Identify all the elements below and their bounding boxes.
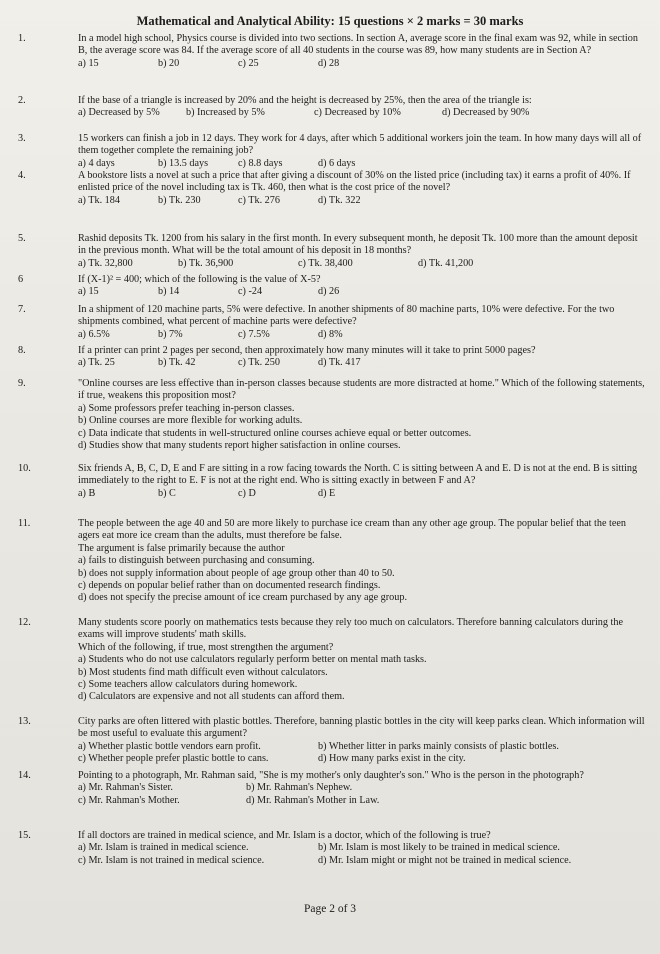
option-b: b) Tk. 36,900 — [178, 257, 234, 269]
question-number: 11. — [18, 518, 31, 529]
question-text: The people between the age 40 and 50 are more likely to purchase ice cream than any other age group. The popular belief that the teen agers eat more ice cream than the adults, must therefore be false. — [78, 518, 627, 542]
option-d: d) 8% — [318, 328, 343, 340]
options — [78, 58, 646, 70]
question-5 — [18, 233, 646, 270]
question-6 — [18, 274, 646, 299]
option-c: c) 8.8 days — [238, 157, 283, 169]
option-a: a) B — [78, 487, 96, 499]
option-c: c) Mr. Rahman's Mother. — [78, 794, 180, 806]
question-number: 6 — [18, 274, 24, 285]
option-c: c) Tk. 38,400 — [298, 257, 353, 269]
question-number: 9. — [18, 378, 26, 389]
option-b: b) C — [158, 487, 176, 499]
option-c: c) -24 — [238, 286, 263, 298]
option-b: b) Mr. Islam is most likely to be trained in medical science. — [318, 842, 560, 854]
question-text: "Online courses are less effective than in-person classes because students are more distracted at home." Which of the following statements, if true, weakens this proposition most? — [78, 378, 645, 402]
question-number: 13. — [18, 716, 31, 727]
options — [78, 158, 646, 170]
option-b: b) 13.5 days — [158, 157, 209, 169]
question-text: A bookstore lists a novel at such a price that after giving a discount of 30% on the listed price (including tax) it earns a profit of 40%. If enlisted price of the novel including tax is Tk. 460, then what is the cost price of the novel? — [78, 170, 631, 194]
question-text: If (X-1)² = 400; which of the following is the value of X-5? — [78, 274, 321, 285]
option-b: b) Most students find math difficult even without calculators. — [78, 666, 328, 678]
question-12 — [18, 617, 646, 704]
question-text: In a shipment of 120 machine parts, 5% were defective. In another shipments of 80 machine parts, 10% were defective. For the two shipments combined, what percent of machine parts were defective? — [78, 304, 615, 328]
option-d: d) How many parks exist in the city. — [318, 753, 466, 765]
question-15 — [18, 830, 646, 867]
option-a: a) Mr. Islam is trained in medical science. — [78, 842, 249, 854]
option-a: a) Students who do not use calculators regularly perform better on mental math tasks. — [78, 654, 427, 666]
option-c: c) Mr. Islam is not trained in medical science. — [78, 854, 265, 866]
question-stem: Which of the following, if true, most strengthen the argument? — [78, 641, 334, 653]
option-a: a) Some professors prefer teaching in-person classes. — [78, 402, 295, 414]
option-b: b) Tk. 42 — [158, 357, 196, 369]
option-d: d) Tk. 417 — [318, 357, 361, 369]
options — [78, 329, 646, 341]
option-c: c) D — [238, 487, 256, 499]
question-text: Six friends A, B, C, D, E and F are sitting in a row facing towards the North. C is sitting between A and E. D is not at the end. B is sitting immediately to the right to E. F is not at the right end. Who is sitting exactly in between F and A? — [78, 463, 638, 487]
question-text: Many students score poorly on mathematics tests because they rely too much on calculators. Therefore banning calculators during the exams will improve students' math skills. — [78, 617, 623, 641]
question-text: Rashid deposits Tk. 1200 from his salary in the first month. In every subsequent month, he deposit Tk. 100 more than the amount deposit in the previous month. What will be the total amount of his deposit in 18 months? — [78, 233, 638, 257]
option-d: d) Decreased by 90% — [442, 107, 530, 119]
page-number: Page 2 of 3 — [303, 903, 357, 915]
option-d: d) Mr. Rahman's Mother in Law. — [246, 794, 380, 806]
option-a: a) 15 — [78, 286, 99, 298]
option-a: a) Mr. Rahman's Sister. — [78, 782, 173, 794]
question-2 — [18, 95, 646, 120]
option-a: a) 4 days — [78, 157, 115, 169]
option-b: b) 14 — [158, 286, 180, 298]
option-c: c) Data indicate that students in well-structured online courses achieve equal or better outcomes. — [78, 427, 472, 439]
option-c: c) Tk. 250 — [238, 357, 280, 369]
question-number: 10. — [18, 463, 31, 474]
question-number: 1. — [18, 33, 26, 44]
options — [78, 782, 646, 807]
question-number: 4. — [18, 170, 26, 181]
question-14 — [18, 770, 646, 807]
options — [78, 195, 646, 207]
option-d: d) 26 — [318, 286, 340, 298]
option-c: c) Tk. 276 — [238, 194, 280, 206]
question-1 — [18, 33, 646, 70]
option-d: d) Tk. 322 — [318, 194, 361, 206]
option-d: d) 6 days — [318, 157, 356, 169]
question-9 — [18, 378, 646, 452]
question-number: 8. — [18, 345, 26, 356]
question-text: If all doctors are trained in medical science, and Mr. Islam is a doctor, which of the following is true? — [78, 830, 491, 841]
options — [78, 741, 646, 766]
option-d: d) E — [318, 487, 336, 499]
options — [78, 258, 646, 270]
option-b: b) 20 — [158, 57, 180, 69]
question-8 — [18, 345, 646, 370]
option-b: b) does not supply information about people of age group other than 40 to 50. — [78, 567, 395, 579]
option-d: d) 28 — [318, 57, 340, 69]
question-13 — [18, 716, 646, 766]
option-b: b) Whether litter in parks mainly consists of plastic bottles. — [318, 740, 559, 752]
option-d: d) does not specify the precise amount of ice cream purchased by any age group. — [78, 592, 407, 604]
question-4 — [18, 170, 646, 207]
option-a: a) fails to distinguish between purchasing and consuming. — [78, 555, 315, 567]
option-a: a) Decreased by 5% — [78, 107, 160, 119]
option-d: d) Calculators are expensive and not all students can afford them. — [78, 691, 345, 703]
question-11 — [18, 518, 646, 605]
section-title: Mathematical and Analytical Ability: 15 questions × 2 marks = 30 marks — [136, 14, 524, 28]
question-number: 7. — [18, 304, 26, 315]
option-a: a) Tk. 32,800 — [78, 257, 133, 269]
option-a: a) 6.5% — [78, 328, 110, 340]
question-number: 5. — [18, 233, 26, 244]
options — [78, 286, 646, 298]
question-text: 15 workers can finish a job in 12 days. They work for 4 days, after which 5 additional workers join the team. In how many days will all of them together complete the remaining job? — [78, 133, 642, 157]
option-c: c) 7.5% — [238, 328, 270, 340]
options — [78, 357, 646, 369]
option-b: b) Increased by 5% — [186, 107, 265, 119]
option-c: c) Whether people prefer plastic bottle to cans. — [78, 753, 269, 765]
options — [78, 107, 646, 119]
option-c: c) Decreased by 10% — [314, 107, 401, 119]
option-a: a) Tk. 184 — [78, 194, 120, 206]
question-10 — [18, 463, 646, 500]
option-b: b) 7% — [158, 328, 183, 340]
options — [78, 488, 646, 500]
question-number: 3. — [18, 133, 26, 144]
question-stem: The argument is false primarily because the author — [78, 542, 285, 554]
question-3 — [18, 133, 646, 170]
question-text: If the base of a triangle is increased by 20% and the height is decreased by 25%, then the area of the triangle is: — [78, 95, 532, 106]
option-d: d) Studies show that many students report higher satisfaction in online courses. — [78, 440, 401, 452]
question-7 — [18, 304, 646, 341]
question-number: 14. — [18, 770, 31, 781]
question-number: 15. — [18, 830, 31, 841]
option-d: d) Mr. Islam might or might not be trained in medical science. — [318, 854, 572, 866]
question-number: 12. — [18, 617, 31, 628]
question-text: If a printer can print 2 pages per second, then approximately how many minutes will it take to print 5000 pages? — [78, 345, 536, 356]
option-b: b) Online courses are more flexible for working adults. — [78, 415, 303, 427]
question-number: 2. — [18, 95, 26, 106]
option-b: b) Tk. 230 — [158, 194, 201, 206]
option-c: c) depends on popular belief rather than on documented research findings. — [78, 580, 381, 592]
question-text: In a model high school, Physics course is divided into two sections. In section A, average score in the final exam was 92, while in section B, the average score was 84. If the average score of all 40 students in the course was 89, how many students are in Section A? — [78, 33, 638, 57]
option-c: c) 25 — [238, 57, 259, 69]
option-d: d) Tk. 41,200 — [418, 257, 474, 269]
option-c: c) Some teachers allow calculators during homework. — [78, 679, 298, 691]
option-a: a) Tk. 25 — [78, 357, 115, 369]
option-a: a) Whether plastic bottle vendors earn profit. — [78, 740, 261, 752]
question-text: City parks are often littered with plastic bottles. Therefore, banning plastic bottles in the city will keep parks clean. Which information will be most useful to evaluate this argument? — [78, 716, 645, 740]
option-b: b) Mr. Rahman's Nephew. — [246, 782, 353, 794]
option-a: a) 15 — [78, 57, 99, 69]
options — [78, 842, 646, 867]
question-text: Pointing to a photograph, Mr. Rahman said, "She is my mother's only daughter's son." Who is the person in the photograph? — [78, 770, 584, 781]
